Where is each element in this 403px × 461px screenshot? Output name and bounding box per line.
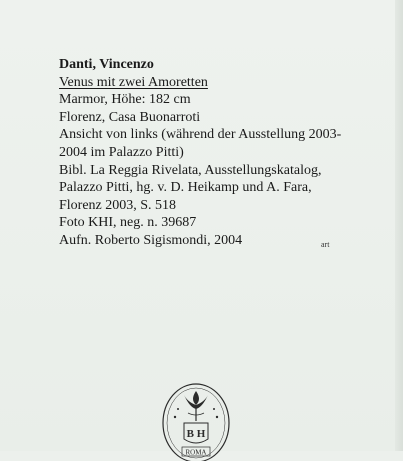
bibliography-line-1: Bibl. La Reggia Rivelata, Ausstellungskatalog, — [59, 162, 322, 178]
library-seal-icon — [160, 381, 232, 461]
artwork-title: Venus mit zwei Amoretten — [59, 74, 208, 90]
view-line-2: 2004 im Palazzo Pitti) — [59, 144, 184, 160]
photo-reference: Foto KHI, neg. n. 39687 — [59, 215, 197, 231]
bibliography-line-2: Palazzo Pitti, hg. v. D. Heikamp und A. Fara, — [59, 180, 312, 196]
stamp-letters: B H — [186, 428, 206, 440]
stamp-city: ROMA — [185, 448, 207, 457]
bibliography-line-3: Florenz 2003, S. 518 — [59, 197, 177, 213]
artist-name: Danti, Vincenzo — [59, 57, 154, 72]
location-line: Florenz, Casa Buonarroti — [59, 109, 201, 125]
photographer-credit: Aufn. Roberto Sigismondi, 2004 — [59, 232, 243, 248]
category-tag: art — [321, 240, 330, 249]
material-line: Marmor, Höhe: 182 cm — [59, 92, 191, 108]
record-text — [59, 56, 359, 250]
view-line-1: Ansicht von links (während der Ausstellung 2003- — [59, 127, 342, 143]
card-edge — [395, 0, 403, 451]
